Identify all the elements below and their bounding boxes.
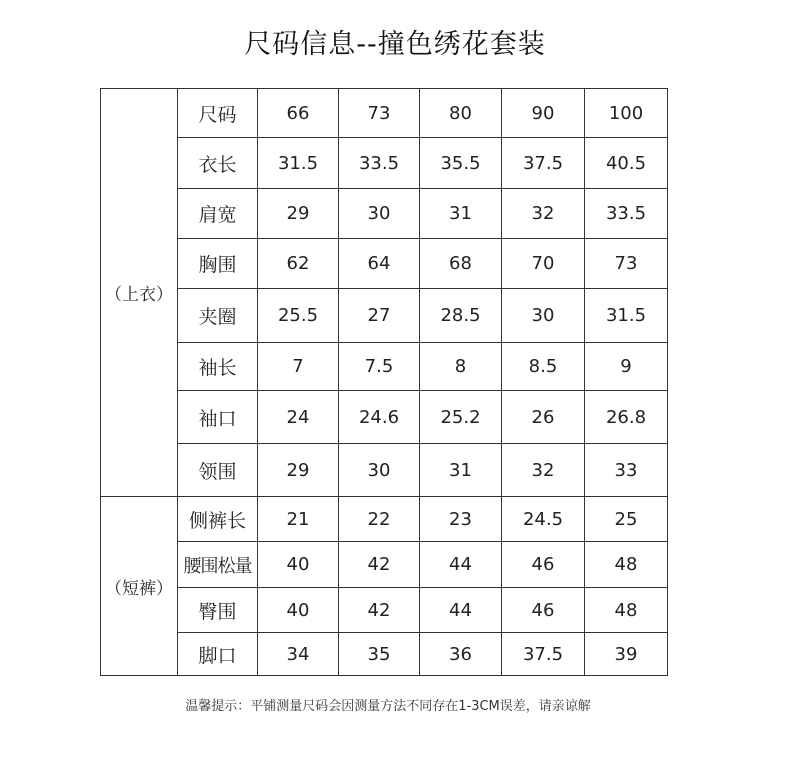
table-cell: 32 [502, 444, 585, 497]
row-label: 肩宽 [178, 189, 258, 239]
table-cell: 40 [258, 588, 339, 633]
table-row [101, 289, 668, 343]
row-label: 袖长 [178, 343, 258, 391]
table-cell: 24.6 [339, 391, 420, 444]
table-cell: 42 [339, 542, 420, 588]
table-cell: 44 [420, 588, 502, 633]
table-cell: 24.5 [502, 497, 585, 542]
table-cell: 37.5 [502, 633, 585, 676]
table-cell: 32 [502, 189, 585, 239]
table-cell: 27 [339, 289, 420, 343]
table-cell: 25.5 [258, 289, 339, 343]
group-label-shorts: （短裤） [101, 497, 178, 676]
table-cell: 33.5 [339, 138, 420, 189]
group-label-top: （上衣） [101, 89, 178, 497]
table-row [101, 343, 668, 391]
table-row [101, 542, 668, 588]
table-cell: 34 [258, 633, 339, 676]
row-label: 脚口 [178, 633, 258, 676]
table-cell: 29 [258, 189, 339, 239]
table-cell: 73 [585, 239, 668, 289]
row-label: 侧裤长 [178, 497, 258, 542]
table-row [101, 444, 668, 497]
table-cell: 40.5 [585, 138, 668, 189]
table-cell: 31 [420, 444, 502, 497]
table-cell: 29 [258, 444, 339, 497]
table-row [101, 89, 668, 138]
table-cell: 64 [339, 239, 420, 289]
table-cell: 46 [502, 542, 585, 588]
table-row [101, 497, 668, 542]
row-label: 夹圈 [178, 289, 258, 343]
table-row [101, 239, 668, 289]
table-cell: 30 [339, 444, 420, 497]
row-label: 臀围 [178, 588, 258, 633]
table-row [101, 391, 668, 444]
table-cell: 40 [258, 542, 339, 588]
table-cell: 31 [420, 189, 502, 239]
table-cell: 37.5 [502, 138, 585, 189]
table-cell: 66 [258, 89, 339, 138]
table-cell: 24 [258, 391, 339, 444]
table-cell: 31.5 [258, 138, 339, 189]
table-cell: 44 [420, 542, 502, 588]
page-title: 尺码信息--撞色绣花套装 [244, 29, 546, 60]
table-cell: 23 [420, 497, 502, 542]
table-row [101, 138, 668, 189]
table-cell: 90 [502, 89, 585, 138]
table-cell: 33 [585, 444, 668, 497]
table-cell: 36 [420, 633, 502, 676]
measurement-note: 温馨提示：平铺测量尺码会因测量方法不同存在1-3CM误差，请亲谅解 [185, 699, 591, 714]
table-cell: 25 [585, 497, 668, 542]
table-cell: 39 [585, 633, 668, 676]
table-cell: 46 [502, 588, 585, 633]
table-row [101, 588, 668, 633]
table-cell: 35 [339, 633, 420, 676]
row-label: 领围 [178, 444, 258, 497]
table-cell: 9 [585, 343, 668, 391]
table-cell: 26 [502, 391, 585, 444]
table-cell: 7 [258, 343, 339, 391]
table-row [101, 633, 668, 676]
table-cell: 31.5 [585, 289, 668, 343]
table-cell: 48 [585, 542, 668, 588]
table-cell: 80 [420, 89, 502, 138]
table-cell: 62 [258, 239, 339, 289]
row-label: 衣长 [178, 138, 258, 189]
table-cell: 70 [502, 239, 585, 289]
table-cell: 73 [339, 89, 420, 138]
table-cell: 42 [339, 588, 420, 633]
table-cell: 8.5 [502, 343, 585, 391]
table-cell: 33.5 [585, 189, 668, 239]
table-cell: 68 [420, 239, 502, 289]
size-table [100, 88, 668, 676]
row-label: 腰围松量 [178, 542, 258, 588]
table-cell: 48 [585, 588, 668, 633]
table-cell: 30 [502, 289, 585, 343]
table-cell: 8 [420, 343, 502, 391]
table-cell: 100 [585, 89, 668, 138]
table-row [101, 189, 668, 239]
row-label: 袖口 [178, 391, 258, 444]
table-cell: 7.5 [339, 343, 420, 391]
table-cell: 21 [258, 497, 339, 542]
row-label: 胸围 [178, 239, 258, 289]
table-cell: 25.2 [420, 391, 502, 444]
row-label: 尺码 [178, 89, 258, 138]
table-cell: 30 [339, 189, 420, 239]
table-cell: 22 [339, 497, 420, 542]
table-cell: 35.5 [420, 138, 502, 189]
table-cell: 28.5 [420, 289, 502, 343]
table-cell: 26.8 [585, 391, 668, 444]
